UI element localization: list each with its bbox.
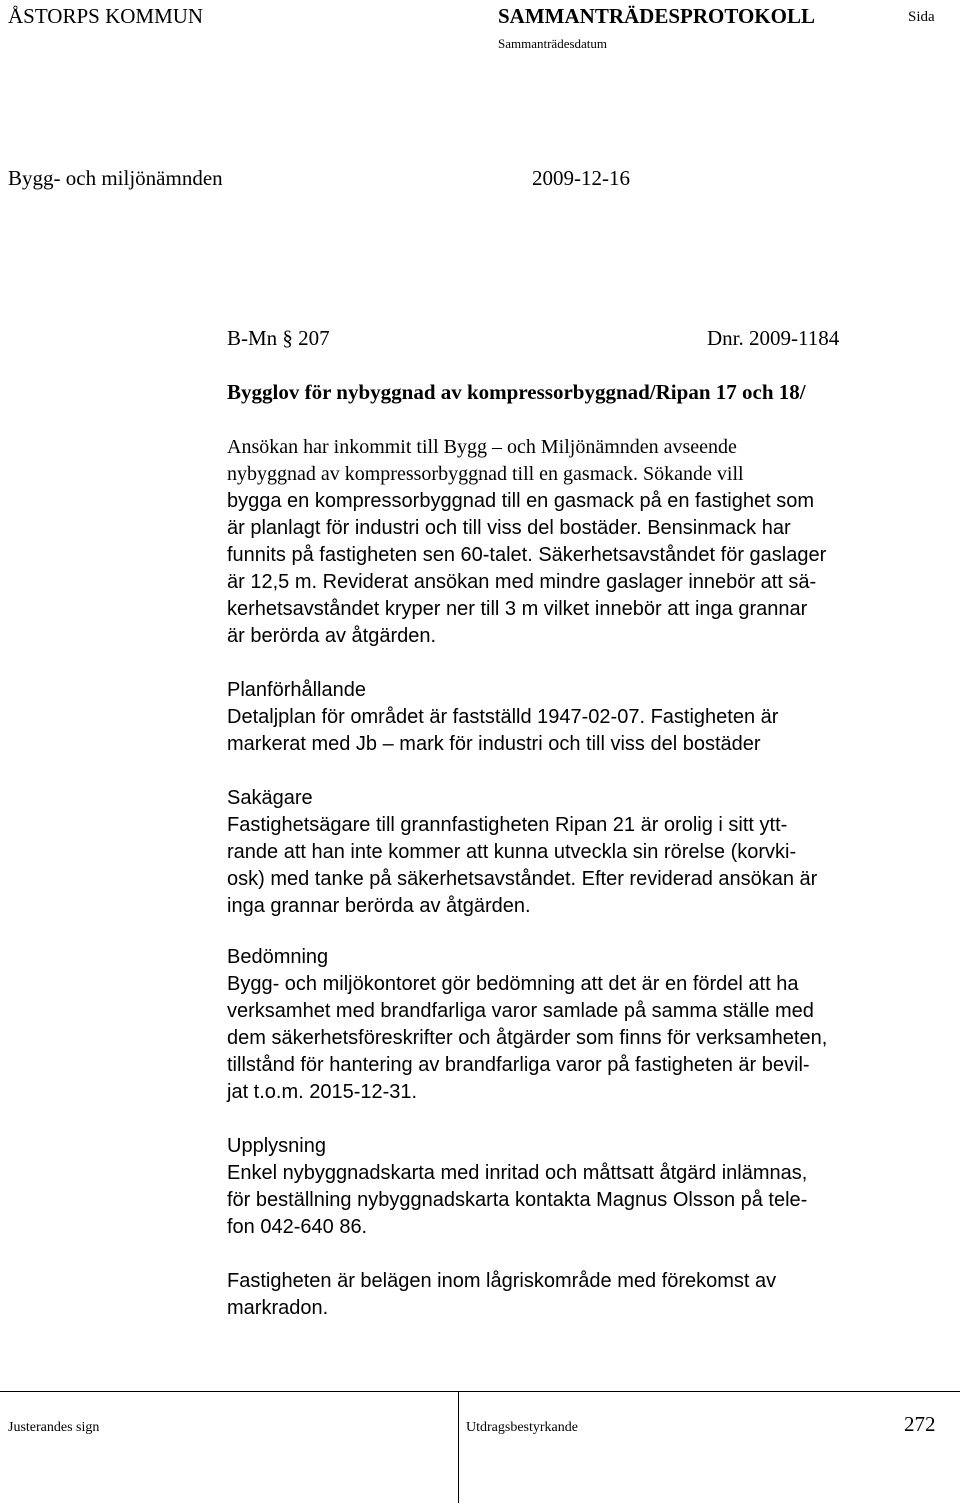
page-label: Sida — [908, 9, 935, 25]
section-sakagare — [227, 785, 867, 920]
section-line: Bygg- och miljökontoret gör bedömning att det är en fördel att ha — [227, 973, 799, 995]
intro-line: är berörda av åtgärden. — [227, 625, 437, 647]
justerandes-sign-label: Justerandes sign — [8, 1420, 100, 1435]
page-number: 272 — [904, 1412, 936, 1436]
closing-paragraph — [227, 1268, 867, 1322]
paragraph-reference: B-Mn § 207 — [227, 326, 330, 350]
intro-line: är 12,5 m. Reviderat ansökan med mindre gaslager innebör att sä- — [227, 571, 817, 593]
section-line: Fastighetsägare till grannfastigheten Ripan 21 är orolig i sitt ytt- — [227, 814, 788, 836]
section-heading: Upplysning — [227, 1135, 326, 1157]
footer-divider — [458, 1391, 459, 1503]
section-line: tillstånd för hantering av brandfarliga varor på fastigheten är bevil- — [227, 1054, 810, 1076]
section-line: rande att han inte kommer att kunna utveckla sin rörelse (korvki- — [227, 841, 797, 863]
section-line: fon 042-640 86. — [227, 1216, 368, 1238]
meeting-date-label: Sammanträdesdatum — [498, 36, 608, 51]
utdragsbestyrkande-label: Utdragsbestyrkande — [466, 1420, 578, 1435]
intro-line: Ansökan har inkommit till Bygg – och Miljönämnden avseende — [227, 436, 737, 458]
section-line: Detaljplan för området är fastställd 1947-02-07. Fastigheten är — [227, 706, 779, 728]
section-line: jat t.o.m. 2015-12-31. — [227, 1081, 418, 1103]
intro-line: är planlagt för industri och till viss del bostäder. Bensinmack har — [227, 517, 791, 539]
organization-name: ÅSTORPS KOMMUN — [8, 4, 204, 28]
intro-line: kerhetsavståndet kryper ner till 3 m vilket innebör att inga grannar — [227, 598, 808, 620]
case-title: Bygglov för nybyggnad av kompressorbyggnad/Ripan 17 och 18/ — [227, 380, 806, 404]
section-line: dem säkerhetsföreskrifter och åtgärder som finns för verksamheten, — [227, 1027, 828, 1049]
section-line: inga grannar berörda av åtgärden. — [227, 895, 531, 917]
section-bedomning — [227, 944, 867, 1106]
section-line: osk) med tanke på säkerhetsavståndet. Efter reviderad ansökan är — [227, 868, 818, 890]
closing-line: markradon. — [227, 1297, 329, 1319]
section-line: markerat med Jb – mark för industri och till viss del bostäder — [227, 733, 761, 755]
footer-top-rule — [0, 1391, 960, 1392]
section-planforhallande — [227, 677, 867, 758]
document-type: SAMMANTRÄDESPROTOKOLL — [498, 4, 815, 28]
closing-line: Fastigheten är belägen inom lågriskområde med förekomst av — [227, 1270, 777, 1292]
section-upplysning — [227, 1133, 867, 1241]
intro-line — [227, 461, 867, 488]
committee-name: Bygg- och miljönämnden — [8, 166, 223, 190]
section-line: Enkel nybyggnadskarta med inritad och måttsatt åtgärd inlämnas, — [227, 1162, 808, 1184]
intro-line-text: nybyggnad av kompressorbyggnad till en gasmack. Sökande vill — [227, 463, 744, 485]
section-heading: Sakägare — [227, 787, 313, 809]
section-line: verksamhet med brandfarliga varor samlade på samma ställe med — [227, 1000, 814, 1022]
section-heading: Bedömning — [227, 946, 329, 968]
intro-line: funnits på fastigheten sen 60-talet. Säkerhetsavståndet för gaslager — [227, 544, 827, 566]
case-number: Dnr. 2009-1184 — [707, 326, 840, 350]
meeting-date: 2009-12-16 — [532, 166, 630, 190]
intro-paragraph — [227, 434, 867, 650]
section-line: för beställning nybyggnadskarta kontakta Magnus Olsson på tele- — [227, 1189, 808, 1211]
intro-line: bygga en kompressorbyggnad till en gasmack på en fastighet som — [227, 490, 815, 512]
section-heading: Planförhållande — [227, 679, 366, 701]
